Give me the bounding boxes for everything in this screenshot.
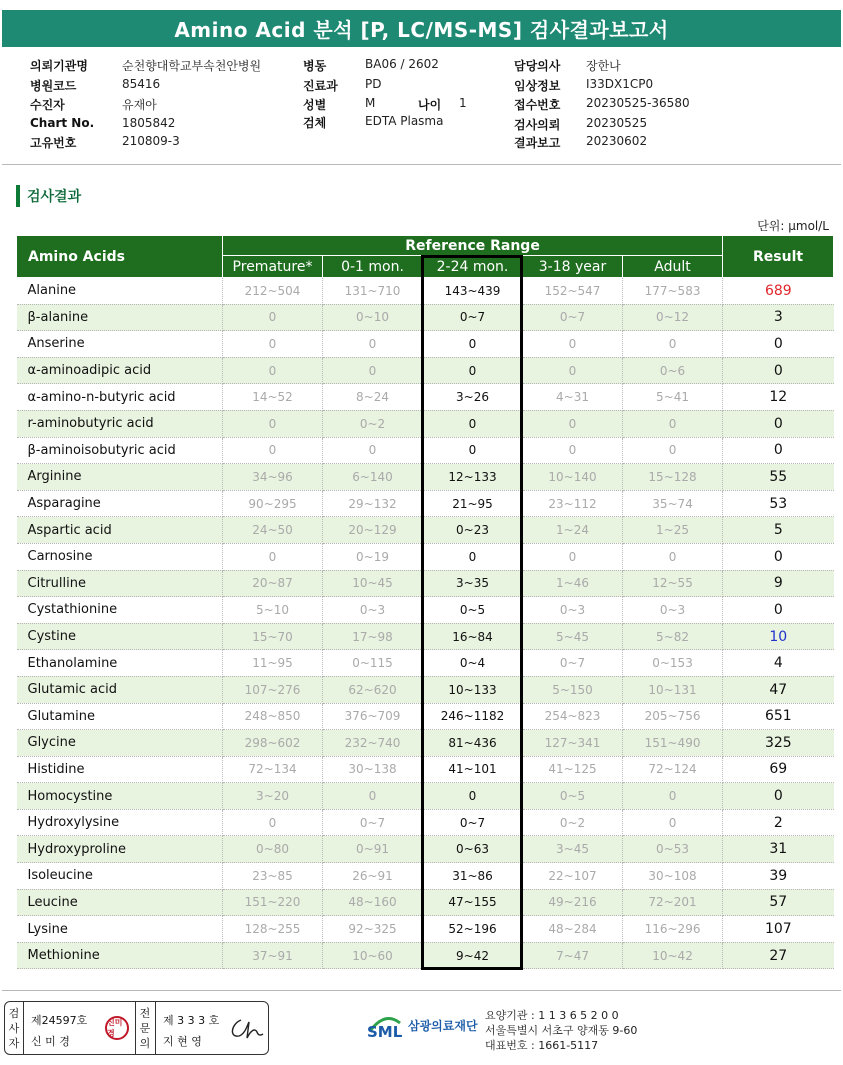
institution-value: 순천향대학교부속천안병원 xyxy=(122,59,262,73)
table-row xyxy=(17,357,834,384)
reference-range-cell: 131~710 xyxy=(323,278,423,305)
reference-range-cell: 0 xyxy=(623,410,723,437)
svg-text:SML: SML xyxy=(367,1023,403,1041)
amino-acid-name: α-aminoadipic acid xyxy=(17,357,223,384)
accession-label: 접수번호 xyxy=(514,98,561,112)
amino-acid-name: Citrulline xyxy=(17,570,223,597)
reference-range-cell: 0 xyxy=(523,331,623,358)
table-row xyxy=(17,464,834,491)
table-row xyxy=(17,543,834,570)
header-divider xyxy=(2,164,841,165)
footer-divider xyxy=(2,990,841,991)
result-value: 2 xyxy=(723,809,834,836)
table-row xyxy=(17,304,834,331)
reference-range-cell: 35~74 xyxy=(623,490,723,517)
reference-range-cell: 52~196 xyxy=(423,916,523,943)
table-row xyxy=(17,916,834,943)
reference-range-cell: 0 xyxy=(323,783,423,810)
reference-range-cell: 0 xyxy=(423,437,523,464)
amino-acid-name: r-aminobutyric acid xyxy=(17,410,223,437)
col-header-0-1-mon: 0-1 mon. xyxy=(323,256,423,278)
section-marker xyxy=(16,185,20,207)
col-header-result: Result xyxy=(723,236,834,278)
reference-range-cell: 0 xyxy=(223,331,323,358)
reference-range-cell: 5~150 xyxy=(523,676,623,703)
table-row xyxy=(17,597,834,624)
reference-range-cell: 1~24 xyxy=(523,517,623,544)
reference-range-cell: 0~23 xyxy=(423,517,523,544)
result-value: 0 xyxy=(723,597,834,624)
table-row xyxy=(17,384,834,411)
table-row xyxy=(17,889,834,916)
reference-range-cell: 0 xyxy=(523,437,623,464)
table-row xyxy=(17,863,834,890)
reference-range-cell: 34~96 xyxy=(223,464,323,491)
reference-range-cell: 72~134 xyxy=(223,756,323,783)
reference-range-cell: 0 xyxy=(423,783,523,810)
reference-range-cell: 0~3 xyxy=(323,597,423,624)
reference-range-cell: 0~7 xyxy=(423,809,523,836)
reference-range-cell: 0 xyxy=(523,410,623,437)
clinical-label: 임상정보 xyxy=(514,79,561,93)
table-row xyxy=(17,278,834,305)
reference-range-cell: 10~131 xyxy=(623,676,723,703)
reference-range-cell: 5~10 xyxy=(223,597,323,624)
reference-range-cell: 0 xyxy=(223,543,323,570)
amino-acid-name: β-alanine xyxy=(17,304,223,331)
reference-range-cell: 0 xyxy=(523,543,623,570)
col-header-3-18-year: 3-18 year xyxy=(523,256,623,278)
result-value: 47 xyxy=(723,676,834,703)
sex-label: 성별 xyxy=(303,98,327,112)
reference-range-cell: 143~439 xyxy=(423,278,523,305)
unit-label: 단위: μmol/L xyxy=(757,219,829,233)
reference-range-cell: 10~42 xyxy=(623,942,723,969)
amino-acid-name: β-aminoisobutyric acid xyxy=(17,437,223,464)
reference-range-cell: 254~823 xyxy=(523,703,623,730)
result-value: 325 xyxy=(723,730,834,757)
reference-range-cell: 72~124 xyxy=(623,756,723,783)
reference-range-cell: 17~98 xyxy=(323,623,423,650)
specimen-value: EDTA Plasma xyxy=(365,114,444,128)
result-value: 27 xyxy=(723,942,834,969)
table-row xyxy=(17,437,834,464)
amino-acid-name: Hydroxyproline xyxy=(17,836,223,863)
reference-range-cell: 232~740 xyxy=(323,730,423,757)
amino-acid-name: Isoleucine xyxy=(17,863,223,890)
result-value: 0 xyxy=(723,783,834,810)
result-value: 4 xyxy=(723,650,834,677)
report-date-label: 결과보고 xyxy=(514,136,561,150)
reference-range-cell: 128~255 xyxy=(223,916,323,943)
examiner-number: 제24597호 xyxy=(31,1014,88,1027)
reference-range-cell: 30~138 xyxy=(323,756,423,783)
reference-range-cell: 0 xyxy=(223,410,323,437)
amino-acid-name: Cystathionine xyxy=(17,597,223,624)
sex-value: M xyxy=(365,96,376,110)
result-value: 0 xyxy=(723,543,834,570)
table-row xyxy=(17,809,834,836)
reference-range-cell: 31~86 xyxy=(423,863,523,890)
reference-range-cell: 4~31 xyxy=(523,384,623,411)
reference-range-cell: 10~45 xyxy=(323,570,423,597)
amino-acid-name: Leucine xyxy=(17,889,223,916)
result-value: 3 xyxy=(723,304,834,331)
reference-range-cell: 0~2 xyxy=(523,809,623,836)
reference-range-cell: 22~107 xyxy=(523,863,623,890)
amino-acid-name: Cystine xyxy=(17,623,223,650)
reference-range-cell: 3~20 xyxy=(223,783,323,810)
result-value: 53 xyxy=(723,490,834,517)
reference-range-cell: 0~63 xyxy=(423,836,523,863)
table-row xyxy=(17,783,834,810)
result-value: 689 xyxy=(723,278,834,305)
reference-range-cell: 0~3 xyxy=(623,597,723,624)
reference-range-cell: 0~3 xyxy=(523,597,623,624)
amino-acid-name: Histidine xyxy=(17,756,223,783)
result-value: 0 xyxy=(723,331,834,358)
reference-range-cell: 0~19 xyxy=(323,543,423,570)
specialist-number: 제 3 3 3 호 xyxy=(163,1014,220,1027)
reference-range-cell: 0~91 xyxy=(323,836,423,863)
reference-range-cell: 212~504 xyxy=(223,278,323,305)
reference-range-cell: 48~160 xyxy=(323,889,423,916)
table-row xyxy=(17,490,834,517)
reference-range-cell: 62~620 xyxy=(323,676,423,703)
reference-range-cell: 10~133 xyxy=(423,676,523,703)
reference-range-cell: 0 xyxy=(223,809,323,836)
reference-range-cell: 0 xyxy=(623,809,723,836)
chart-no-label: Chart No. xyxy=(30,116,95,130)
reference-range-cell: 20~129 xyxy=(323,517,423,544)
reference-range-cell: 116~296 xyxy=(623,916,723,943)
result-value: 0 xyxy=(723,410,834,437)
reference-range-cell: 41~125 xyxy=(523,756,623,783)
reference-range-cell: 21~95 xyxy=(423,490,523,517)
reference-range-cell: 5~45 xyxy=(523,623,623,650)
doctor-label: 담당의사 xyxy=(514,59,561,73)
reference-range-cell: 0~6 xyxy=(623,357,723,384)
specialist-vertical-label: 전문의 xyxy=(139,1007,151,1050)
reference-range-cell: 0~53 xyxy=(623,836,723,863)
examiner-seal-icon: 신미경 xyxy=(105,1016,129,1040)
reference-range-cell: 0~7 xyxy=(523,304,623,331)
reference-range-cell: 26~91 xyxy=(323,863,423,890)
table-row xyxy=(17,410,834,437)
reference-range-cell: 0~7 xyxy=(323,809,423,836)
reference-range-cell: 20~87 xyxy=(223,570,323,597)
reference-range-cell: 0 xyxy=(323,357,423,384)
doctor-value: 장한나 xyxy=(586,59,621,73)
reference-range-cell: 90~295 xyxy=(223,490,323,517)
reference-range-cell: 24~50 xyxy=(223,517,323,544)
reference-range-cell: 41~101 xyxy=(423,756,523,783)
reference-range-cell: 0 xyxy=(223,357,323,384)
signature-icon xyxy=(227,1014,265,1044)
reference-range-cell: 177~583 xyxy=(623,278,723,305)
hospital-code-value: 85416 xyxy=(122,77,161,91)
col-header-2-24-mon: 2-24 mon. xyxy=(423,256,523,278)
table-row xyxy=(17,517,834,544)
col-header-adult: Adult xyxy=(623,256,723,278)
reference-range-cell: 7~47 xyxy=(523,942,623,969)
ward-value: BA06 / 2602 xyxy=(365,57,439,71)
reference-range-cell: 0 xyxy=(323,331,423,358)
reference-range-cell: 0~153 xyxy=(623,650,723,677)
lab-address-line: 서울특별시 서초구 양재동 9-60 xyxy=(485,1024,638,1037)
result-value: 9 xyxy=(723,570,834,597)
reference-range-cell: 10~60 xyxy=(323,942,423,969)
amino-acid-name: Asparagine xyxy=(17,490,223,517)
reference-range-cell: 0 xyxy=(323,437,423,464)
result-value: 5 xyxy=(723,517,834,544)
col-header-reference-range: Reference Range xyxy=(223,236,723,256)
institution-label: 의뢰기관명 xyxy=(30,59,88,73)
result-value: 0 xyxy=(723,437,834,464)
reference-range-cell: 376~709 xyxy=(323,703,423,730)
table-row xyxy=(17,730,834,757)
reference-range-cell: 0 xyxy=(623,783,723,810)
amino-acid-name: Arginine xyxy=(17,464,223,491)
amino-acid-name: Anserine xyxy=(17,331,223,358)
reference-range-cell: 3~26 xyxy=(423,384,523,411)
reference-range-cell: 12~55 xyxy=(623,570,723,597)
age-label: 나이 xyxy=(418,98,442,112)
reference-range-cell: 151~220 xyxy=(223,889,323,916)
reference-range-cell: 246~1182 xyxy=(423,703,523,730)
reference-range-cell: 0 xyxy=(423,357,523,384)
reference-range-cell: 1~46 xyxy=(523,570,623,597)
result-value: 69 xyxy=(723,756,834,783)
col-header-amino-acids: Amino Acids xyxy=(17,236,223,278)
reference-range-cell: 23~85 xyxy=(223,863,323,890)
table-row xyxy=(17,942,834,969)
reference-range-cell: 3~45 xyxy=(523,836,623,863)
reference-range-cell: 0 xyxy=(523,357,623,384)
amino-acid-name: Glutamic acid xyxy=(17,676,223,703)
receiver-value: 유재아 xyxy=(122,98,157,112)
reference-range-cell: 0~5 xyxy=(523,783,623,810)
lab-address xyxy=(485,1008,637,1053)
reference-range-cell: 5~41 xyxy=(623,384,723,411)
amino-acid-name: Hydroxylysine xyxy=(17,809,223,836)
section-title xyxy=(16,185,81,207)
reference-range-cell: 298~602 xyxy=(223,730,323,757)
request-date-label: 검사의뢰 xyxy=(514,118,561,132)
specimen-label: 검체 xyxy=(303,116,327,130)
table-row xyxy=(17,650,834,677)
reference-range-cell: 92~325 xyxy=(323,916,423,943)
amino-acid-name: Methionine xyxy=(17,942,223,969)
reference-range-cell: 14~52 xyxy=(223,384,323,411)
reference-range-cell: 152~547 xyxy=(523,278,623,305)
amino-acid-name: Homocystine xyxy=(17,783,223,810)
reference-range-cell: 12~133 xyxy=(423,464,523,491)
reference-range-cell: 0 xyxy=(423,410,523,437)
clinical-value: I33DX1CP0 xyxy=(586,77,654,91)
table-row xyxy=(17,756,834,783)
reference-range-cell: 107~276 xyxy=(223,676,323,703)
reference-range-cell: 29~132 xyxy=(323,490,423,517)
result-value: 57 xyxy=(723,889,834,916)
table-row xyxy=(17,331,834,358)
reference-range-cell: 37~91 xyxy=(223,942,323,969)
amino-acid-name: Lysine xyxy=(17,916,223,943)
reference-range-cell: 0~5 xyxy=(423,597,523,624)
accession-value: 20230525-36580 xyxy=(586,96,690,110)
result-value: 0 xyxy=(723,357,834,384)
amino-acid-name: Carnosine xyxy=(17,543,223,570)
reference-range-cell: 0 xyxy=(423,543,523,570)
chart-no-value: 1805842 xyxy=(122,116,176,130)
report-date-value: 20230602 xyxy=(586,134,648,148)
sml-logo-name: 삼광의료재단 xyxy=(408,1018,478,1033)
reference-range-cell: 9~42 xyxy=(423,942,523,969)
report-title: Amino Acid 분석 [P, LC/MS-MS] 검사결과보고서 xyxy=(2,10,841,47)
reference-range-cell: 47~155 xyxy=(423,889,523,916)
table-row xyxy=(17,570,834,597)
reference-range-cell: 0 xyxy=(423,331,523,358)
reference-range-cell: 10~140 xyxy=(523,464,623,491)
result-value: 31 xyxy=(723,836,834,863)
reference-range-cell: 16~84 xyxy=(423,623,523,650)
request-date-value: 20230525 xyxy=(586,116,648,130)
ward-label: 병동 xyxy=(303,59,327,73)
reference-range-cell: 0 xyxy=(223,304,323,331)
reference-range-cell: 72~201 xyxy=(623,889,723,916)
specialist-name: 지 현 영 xyxy=(163,1035,202,1048)
reference-range-cell: 23~112 xyxy=(523,490,623,517)
result-value: 10 xyxy=(723,623,834,650)
reference-range-cell: 8~24 xyxy=(323,384,423,411)
signature-box xyxy=(4,1001,269,1055)
reference-range-cell: 0~12 xyxy=(623,304,723,331)
reference-range-cell: 0~115 xyxy=(323,650,423,677)
reference-range-cell: 11~95 xyxy=(223,650,323,677)
reference-range-cell: 0~7 xyxy=(523,650,623,677)
reference-range-cell: 205~756 xyxy=(623,703,723,730)
examiner-name: 신 미 경 xyxy=(31,1035,70,1048)
reference-range-cell: 15~128 xyxy=(623,464,723,491)
hospital-code-label: 병원코드 xyxy=(30,79,77,93)
results-table xyxy=(16,235,834,969)
result-value: 12 xyxy=(723,384,834,411)
table-row xyxy=(17,676,834,703)
amino-acid-name: Glutamine xyxy=(17,703,223,730)
amino-acid-name: Ethanolamine xyxy=(17,650,223,677)
reference-range-cell: 0~2 xyxy=(323,410,423,437)
amino-acid-name: Alanine xyxy=(17,278,223,305)
table-row xyxy=(17,703,834,730)
table-row xyxy=(17,623,834,650)
receiver-label: 수진자 xyxy=(30,98,65,112)
reference-range-cell: 0 xyxy=(623,331,723,358)
examiner-vertical-label: 검사자 xyxy=(8,1007,20,1050)
table-row xyxy=(17,836,834,863)
result-value: 55 xyxy=(723,464,834,491)
reference-range-cell: 48~284 xyxy=(523,916,623,943)
reference-range-cell: 81~436 xyxy=(423,730,523,757)
reference-range-cell: 5~82 xyxy=(623,623,723,650)
amino-acid-name: α-amino-n-butyric acid xyxy=(17,384,223,411)
reference-range-cell: 0~4 xyxy=(423,650,523,677)
result-value: 39 xyxy=(723,863,834,890)
reference-range-cell: 6~140 xyxy=(323,464,423,491)
reference-range-cell: 0 xyxy=(623,437,723,464)
patient-info xyxy=(0,52,843,152)
lab-code: 요양기관 : 1 1 3 6 5 2 0 0 xyxy=(485,1009,619,1022)
reference-range-cell: 3~35 xyxy=(423,570,523,597)
reference-range-cell: 49~216 xyxy=(523,889,623,916)
amino-acid-name: Glycine xyxy=(17,730,223,757)
reference-range-cell: 0~7 xyxy=(423,304,523,331)
dept-label: 진료과 xyxy=(303,79,338,93)
dept-value: PD xyxy=(365,77,382,91)
sml-logo xyxy=(366,1007,478,1043)
result-value: 651 xyxy=(723,703,834,730)
col-header-premature: Premature* xyxy=(223,256,323,278)
unique-no-label: 고유번호 xyxy=(30,136,77,150)
sml-logo-icon xyxy=(366,1007,404,1043)
result-value: 107 xyxy=(723,916,834,943)
reference-range-cell: 0~80 xyxy=(223,836,323,863)
unique-no-value: 210809-3 xyxy=(122,134,180,148)
reference-range-cell: 127~341 xyxy=(523,730,623,757)
lab-phone: 대표번호 : 1661-5117 xyxy=(485,1039,599,1052)
reference-range-cell: 30~108 xyxy=(623,863,723,890)
reference-range-cell: 151~490 xyxy=(623,730,723,757)
reference-range-cell: 15~70 xyxy=(223,623,323,650)
age-value: 1 xyxy=(459,96,467,110)
reference-range-cell: 0 xyxy=(623,543,723,570)
reference-range-cell: 0~10 xyxy=(323,304,423,331)
reference-range-cell: 0 xyxy=(223,437,323,464)
reference-range-cell: 248~850 xyxy=(223,703,323,730)
section-title-text: 검사결과 xyxy=(27,189,82,205)
reference-range-cell: 1~25 xyxy=(623,517,723,544)
amino-acid-name: Aspartic acid xyxy=(17,517,223,544)
